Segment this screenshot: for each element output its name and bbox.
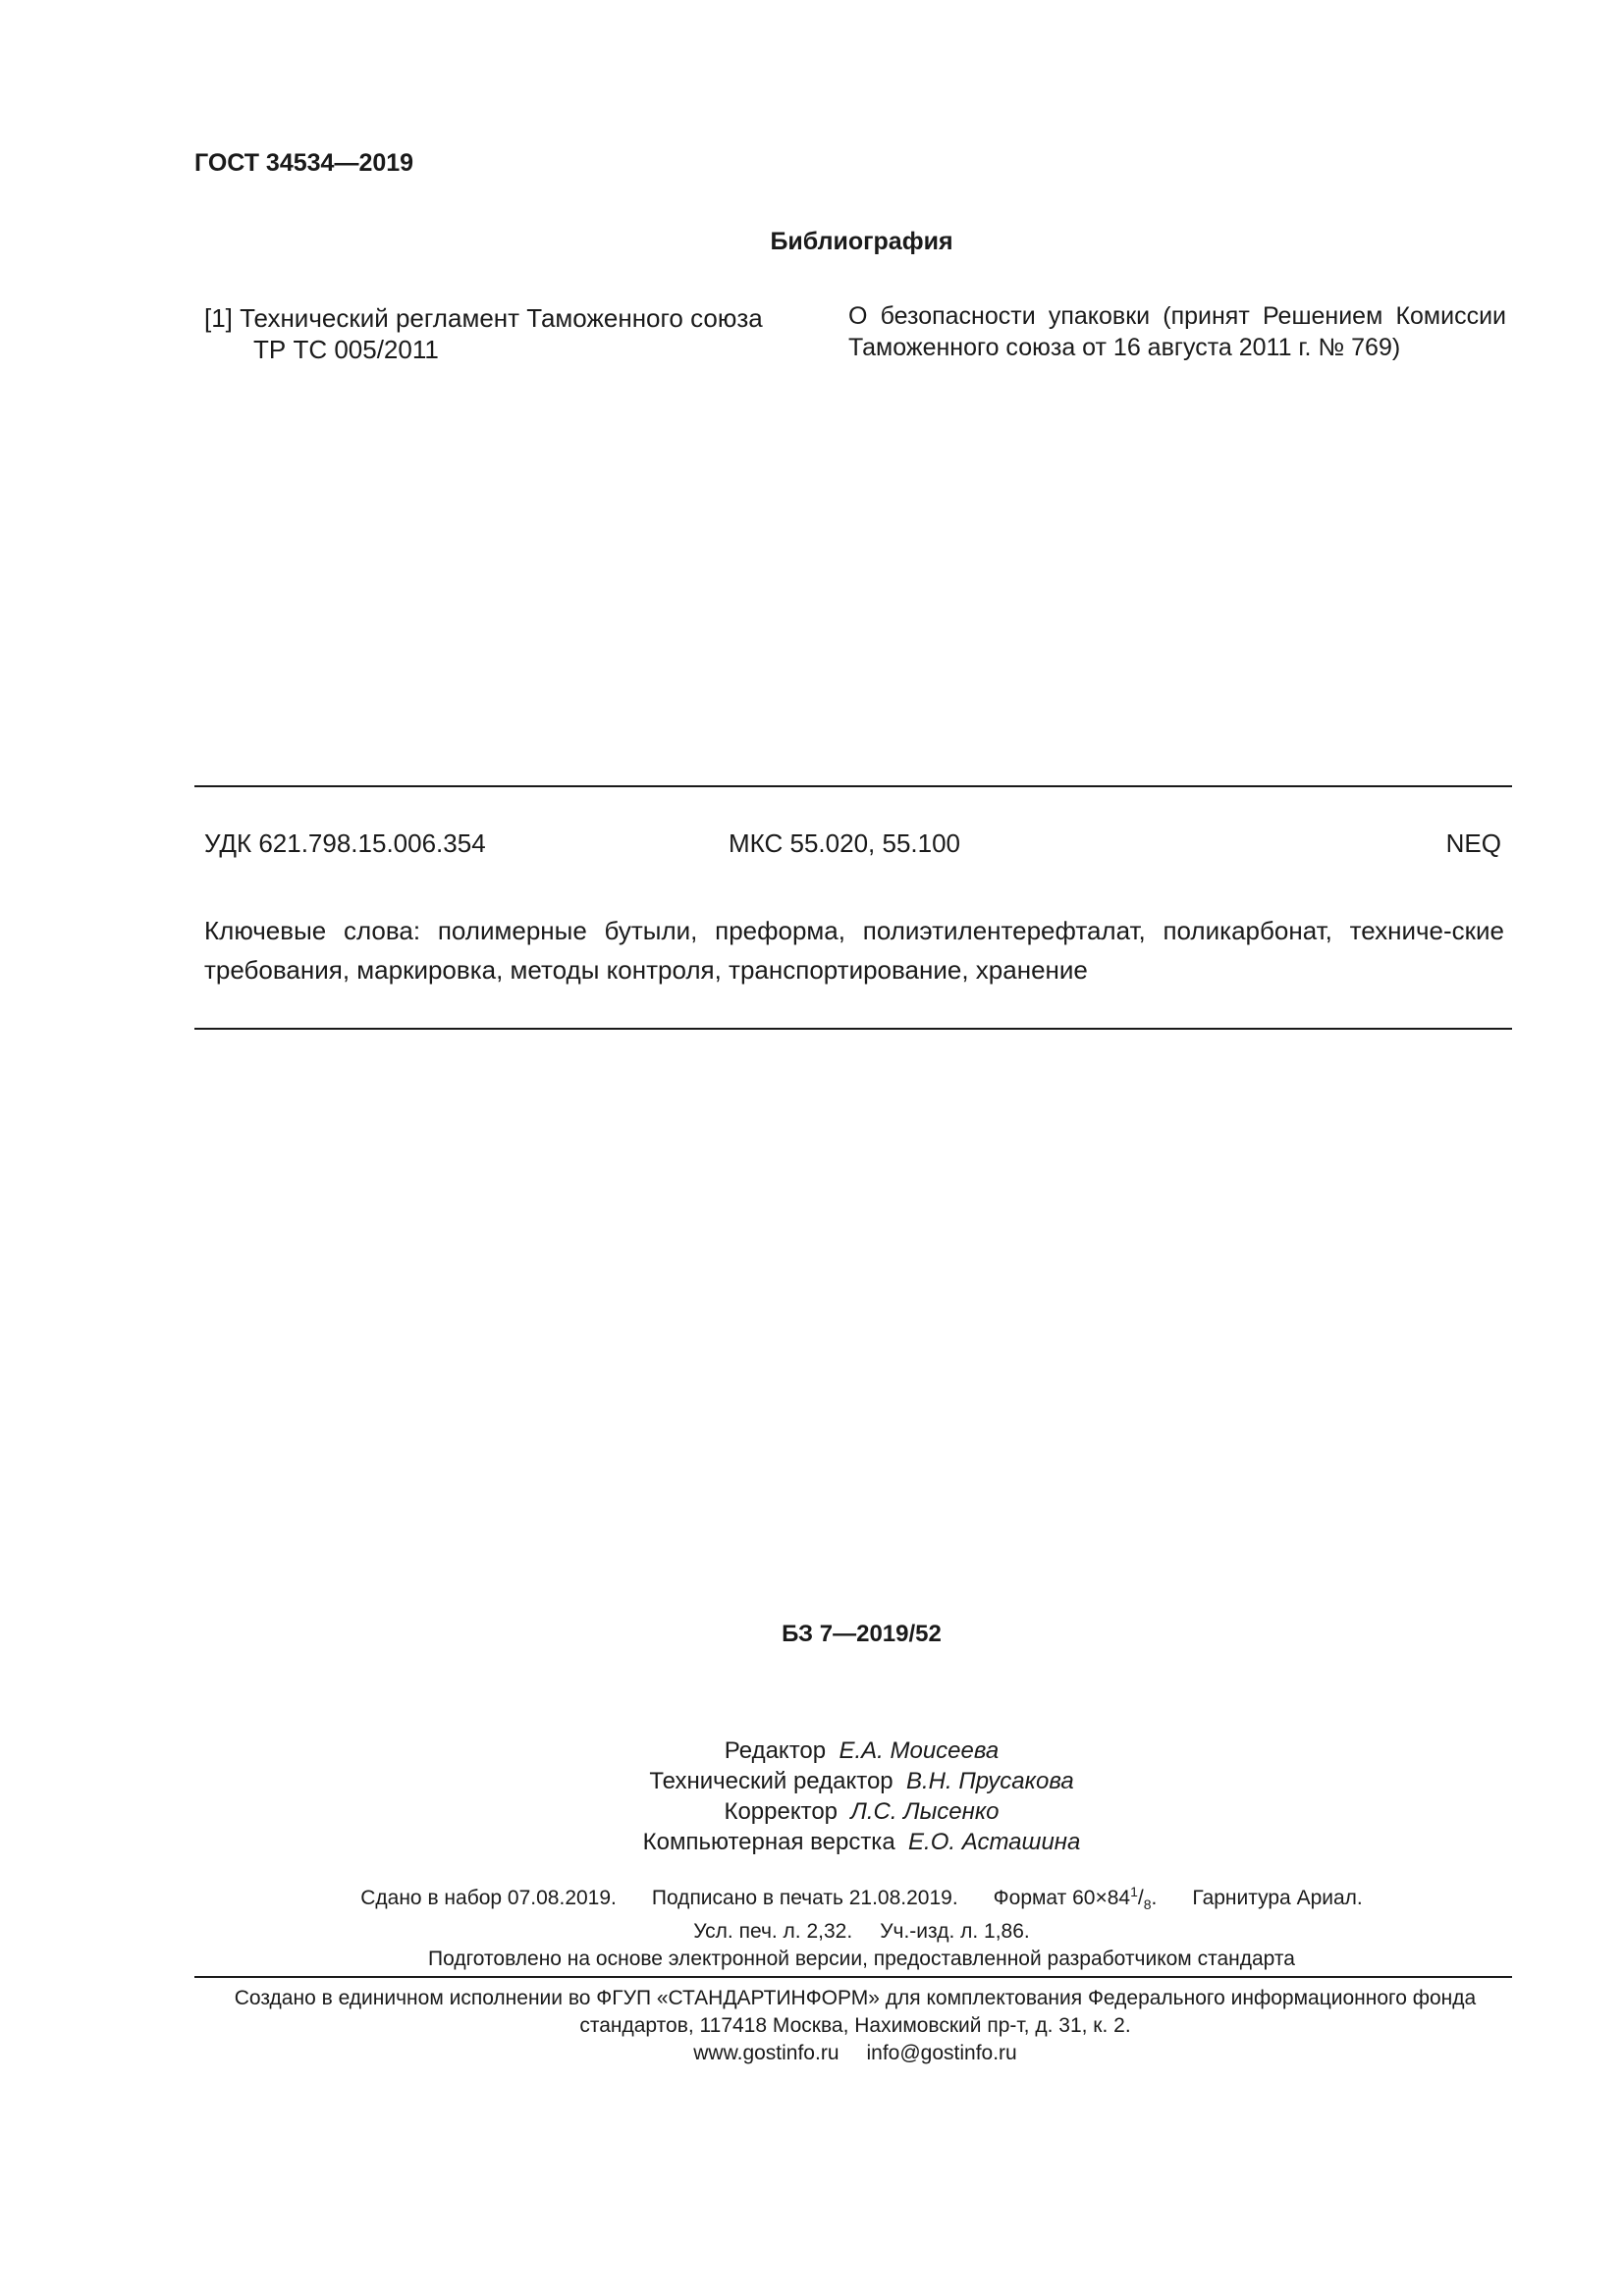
imprint-line-2: Усл. печ. л. 2,32. Уч.-изд. л. 1,86. (693, 1920, 1030, 1944)
staff-tech-editor: Технический редактор В.Н. Прусакова (649, 1768, 1074, 1794)
standard-code: ГОСТ 34534—2019 (194, 149, 414, 177)
publisher-line-1: Создано в единичном исполнении во ФГУП «СТАНДАРТИНФОРМ» для комплектования Федерального информационного фонда (234, 1987, 1477, 2009)
staff-layout: Компьютерная верстка Е.О. Асташина (642, 1829, 1081, 1855)
bibliography-title: Библиография (770, 228, 953, 255)
publisher-line-2: стандартов, 117418 Москва, Нахимовский пр-т, д. 31, к. 2. (579, 2014, 1131, 2037)
publisher-website[interactable]: www.gostinfo.ru (693, 2042, 839, 2064)
imprint (0, 1878, 1624, 1973)
staff-list (0, 1735, 1624, 1857)
bibliography-ref-code: ТР ТС 005/2011 (253, 335, 439, 364)
divider-top (194, 785, 1512, 787)
publisher-email[interactable]: info@gostinfo.ru (866, 2042, 1017, 2064)
conformity-degree: NEQ (1445, 828, 1501, 858)
publisher-contacts (0, 2040, 1624, 2067)
bz-number: БЗ 7—2019/52 (782, 1621, 942, 1647)
udk-code: УДК 621.798.15.006.354 (204, 828, 486, 858)
publisher-info (0, 1985, 1624, 2067)
imprint-line-1: Сдано в набор 07.08.2019. Подписано в печать 21.08.2019. Формат $60\times 84^1/_8$. Гарнитура Ариал. (360, 1884, 1363, 1913)
staff-corrector: Корректор Л.С. Лысенко (724, 1798, 1000, 1825)
bibliography-ref-title: [1] Технический регламент Таможенного союза (204, 303, 763, 333)
divider-imprint (194, 1976, 1512, 1978)
bibliography-ref (204, 302, 818, 365)
bibliography-ref-description: О безопасности упаковки (принят Решением Комиссии Таможенного союза от 16 августа 2011 г. № 769) (848, 302, 1506, 361)
mks-code: МКС 55.020, 55.100 (729, 828, 961, 858)
imprint-prepared: Подготовлено на основе электронной версии, предоставленной разработчиком стандарта (428, 1948, 1295, 1971)
divider-bottom (194, 1028, 1512, 1030)
staff-editor: Редактор Е.А. Моисеева (724, 1737, 1000, 1764)
keywords: Ключевые слова: полимерные бутыли, преформа, полиэтилентерефталат, поликарбонат, техниче-ские требования, маркировка, методы контроля, транспортирование, хранение (204, 916, 1504, 985)
